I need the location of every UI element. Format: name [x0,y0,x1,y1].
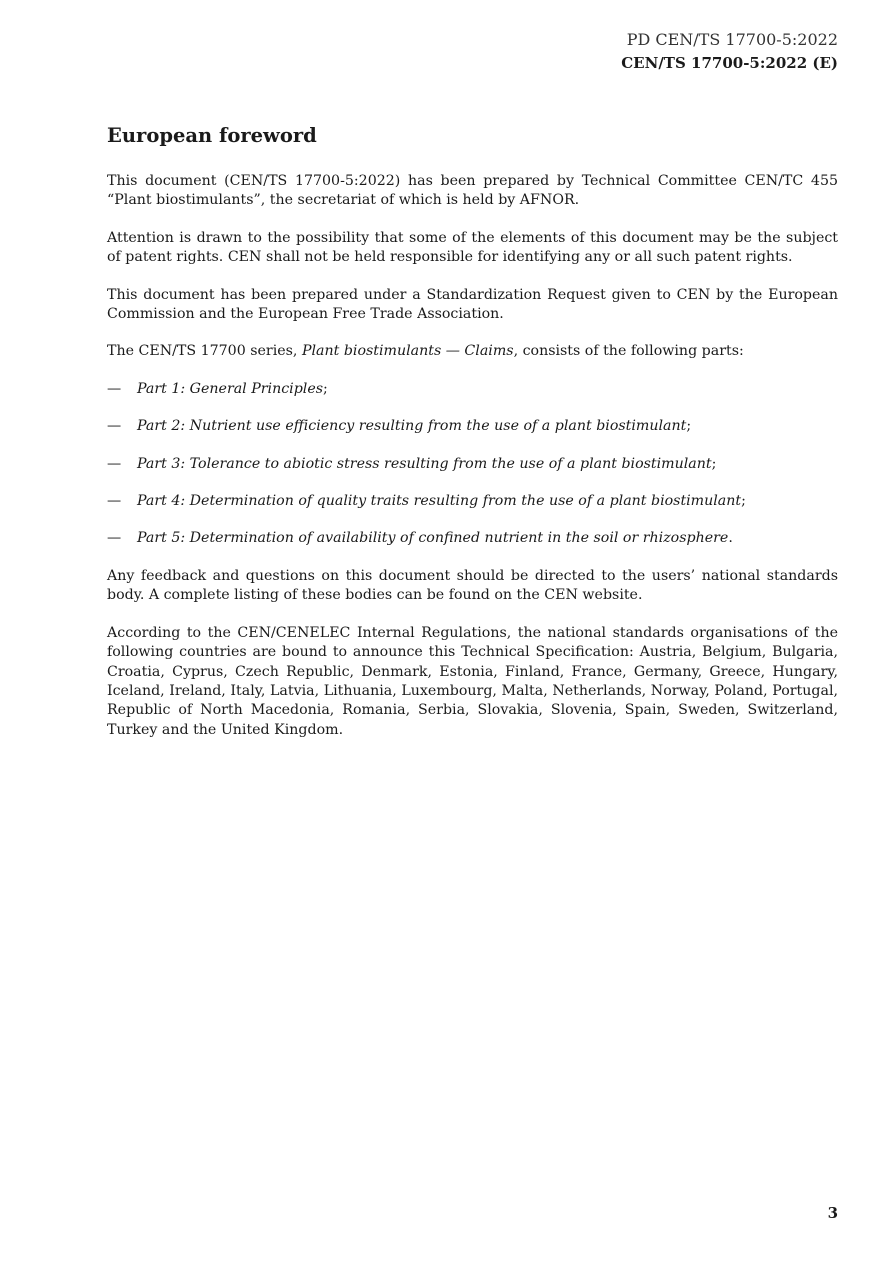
section-title: European foreword [107,124,317,147]
list-item [107,417,838,436]
document-id: PD CEN/TS 17700-5:2022 [626,30,838,49]
series-title: Plant biostimulants — Claims [301,343,514,360]
part-punctuation: . [728,530,733,547]
part-punctuation: ; [686,418,692,435]
part-punctuation: ; [741,493,746,510]
part-title: Part 1: General Principles [137,380,324,397]
foreword-body [107,172,838,758]
page-number: 3 [827,1204,838,1222]
paragraph-countries: According to the CEN/CENELEC Internal Regulations, the national standards organisations of the following countries are bound to announce this Technical Specification: Austria, Belgium, Bulgaria, Croatia, Cyprus, Czech Republic, Denmark, Estonia, Finland, France, Germany, Greece, Hungary, Iceland, Ireland, Italy, Latvia, Lithuania, Luxembourg, Malta, Netherlands, Norway, Poland, Portugal, Republic of North Macedonia, Romania, Serbia, Slovakia, Slovenia, Spain, Sweden, Switzerland, Turkey and the United Kingdom. [107,624,838,738]
parts-list [107,380,838,549]
list-dash: — [107,455,122,472]
paragraph-feedback: Any feedback and questions on this document should be directed to the users’ national standards body. A complete listing of these bodies can be found on the CEN website. [107,567,838,604]
list-item [107,492,838,511]
series-intro-suffix: , consists of the following parts: [513,343,744,360]
list-dash: — [107,493,122,510]
paragraph-standardization-request: This document has been prepared under a Standardization Request given to CEN by the European Commission and the European Free Trade Association. [107,286,838,323]
paragraph-committee: This document (CEN/TS 17700-5:2022) has been prepared by Technical Committee CEN/TC 455 “Plant biostimulants”, the secretariat of which is held by AFNOR. [107,173,838,209]
document-id-language: CEN/TS 17700-5:2022 (E) [621,54,838,72]
list-item [107,455,838,474]
part-punctuation: ; [711,455,717,472]
part-title: Part 3: Tolerance to abiotic stress resulting from the use of a plant biostimulant [137,455,712,472]
list-dash: — [107,418,122,435]
list-item [107,380,838,399]
list-dash: — [107,380,122,397]
paragraph-patent-rights: Attention is drawn to the possibility that some of the elements of this document may be the subject of patent rights. CEN shall not be held responsible for identifying any or all such patent rights. [107,229,838,266]
series-intro-prefix: The CEN/TS 17700 series, [107,343,302,360]
part-title: Part 2: Nutrient use efficiency resulting from the use of a plant biostimulant [137,418,687,435]
part-title: Part 5: Determination of availability of confined nutrient in the soil or rhizosphere [137,530,729,547]
paragraph-series-intro [107,342,838,361]
part-punctuation: ; [323,380,328,397]
list-dash: — [107,530,122,547]
list-item [107,529,838,548]
part-title: Part 4: Determination of quality traits resulting from the use of a plant biostimulant [137,493,742,510]
